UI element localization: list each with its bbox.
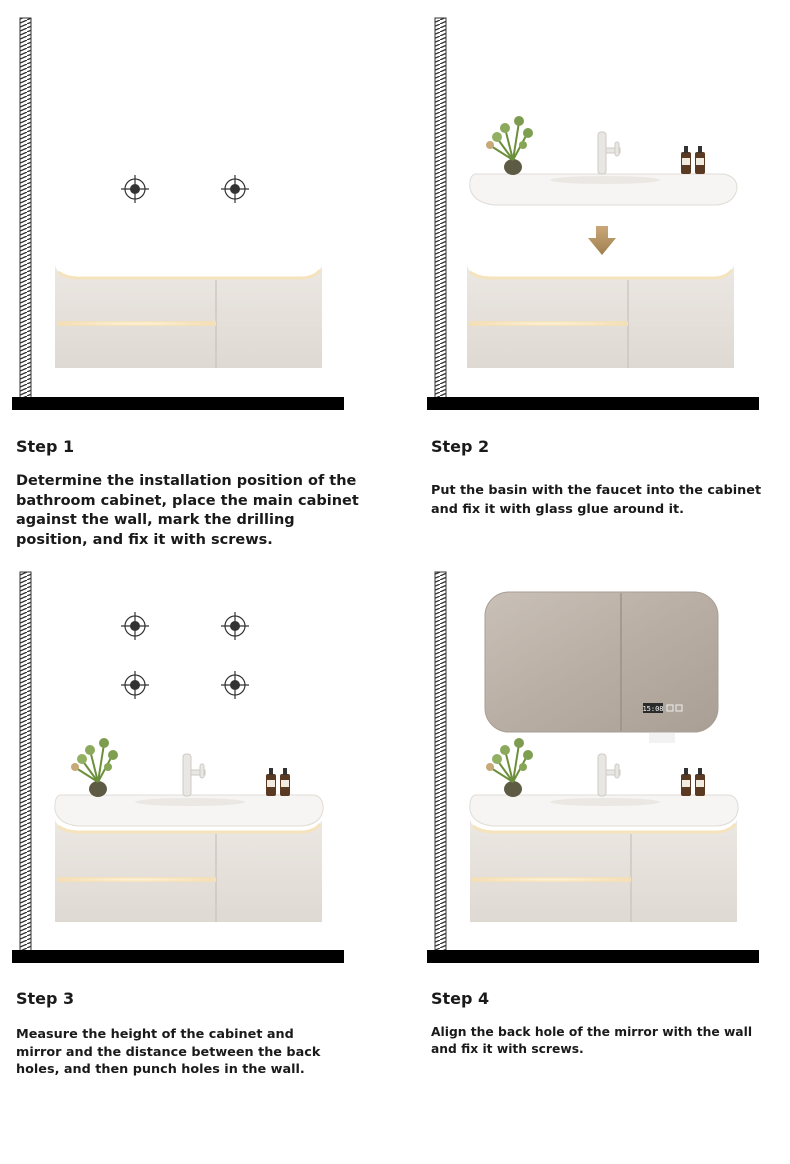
wall bbox=[435, 572, 446, 952]
step-description bbox=[16, 472, 359, 550]
step-description-line: Align the back hole of the mirror with the wall bbox=[431, 1025, 753, 1039]
cabinet bbox=[55, 266, 322, 368]
step-title: Step 2 bbox=[431, 437, 490, 456]
wall bbox=[20, 572, 31, 952]
step-title: Step 1 bbox=[16, 437, 75, 456]
floor bbox=[12, 397, 344, 410]
faucet-icon bbox=[598, 132, 620, 174]
drill-mark-icon bbox=[121, 175, 149, 203]
step-description-line: mirror and the distance between the back bbox=[16, 1044, 321, 1060]
mirror-clock-text: 15:08 bbox=[642, 705, 664, 713]
basin bbox=[470, 174, 737, 205]
step-2-panel bbox=[395, 0, 790, 582]
mirror-cabinet bbox=[485, 592, 718, 743]
soap-bottles-icon bbox=[681, 146, 705, 174]
step-description bbox=[431, 1024, 752, 1058]
step-title: Step 3 bbox=[16, 989, 75, 1008]
cabinet bbox=[470, 820, 737, 922]
step-description-line: against the wall, mark the drilling bbox=[16, 512, 295, 528]
step-description-line: holes, and then punch holes in the wall. bbox=[16, 1062, 305, 1077]
step-4-illustration bbox=[395, 552, 790, 982]
faucet-icon bbox=[598, 754, 620, 796]
plant-vase-icon bbox=[486, 116, 533, 175]
drill-mark-icon bbox=[221, 612, 249, 640]
step-description bbox=[16, 1026, 320, 1079]
floor bbox=[12, 950, 344, 963]
cabinet bbox=[55, 820, 322, 922]
step-1-panel bbox=[0, 0, 395, 582]
drill-mark-icon bbox=[121, 671, 149, 699]
drill-mark-icon bbox=[221, 175, 249, 203]
wall bbox=[435, 18, 446, 398]
step-3-illustration bbox=[0, 552, 395, 982]
drill-mark-icon bbox=[221, 671, 249, 699]
basin bbox=[470, 795, 738, 826]
step-description bbox=[431, 482, 761, 519]
step-description-line: bathroom cabinet, place the main cabinet bbox=[16, 492, 359, 509]
step-description-line: position, and fix it with screws. bbox=[16, 531, 273, 548]
floor bbox=[427, 397, 759, 410]
faucet-icon bbox=[183, 754, 205, 796]
soap-bottles-icon bbox=[681, 768, 705, 796]
drill-mark-icon bbox=[121, 612, 149, 640]
plant-vase-icon bbox=[486, 738, 533, 797]
step-description-line: Determine the installation position of the bbox=[16, 473, 357, 489]
step-3-panel bbox=[0, 552, 395, 1134]
soap-bottles-icon bbox=[266, 768, 290, 796]
mirror-clock-display bbox=[642, 703, 682, 713]
step-description-line: and fix it with glass glue around it. bbox=[431, 501, 685, 517]
step-title: Step 4 bbox=[431, 989, 490, 1008]
cabinet bbox=[467, 266, 734, 368]
step-description-line: Put the basin with the faucet into the cabinet bbox=[431, 483, 762, 498]
step-4-panel bbox=[395, 552, 790, 1134]
step-description-line: and fix it with screws. bbox=[431, 1042, 584, 1056]
step-1-illustration bbox=[0, 0, 395, 430]
step-description-line: Measure the height of the cabinet and bbox=[16, 1027, 294, 1042]
step-2-illustration bbox=[395, 0, 790, 430]
plant-vase-icon bbox=[71, 738, 118, 797]
down-arrow-icon bbox=[588, 226, 616, 255]
wall bbox=[20, 18, 31, 398]
floor bbox=[427, 950, 759, 963]
basin bbox=[55, 795, 323, 826]
